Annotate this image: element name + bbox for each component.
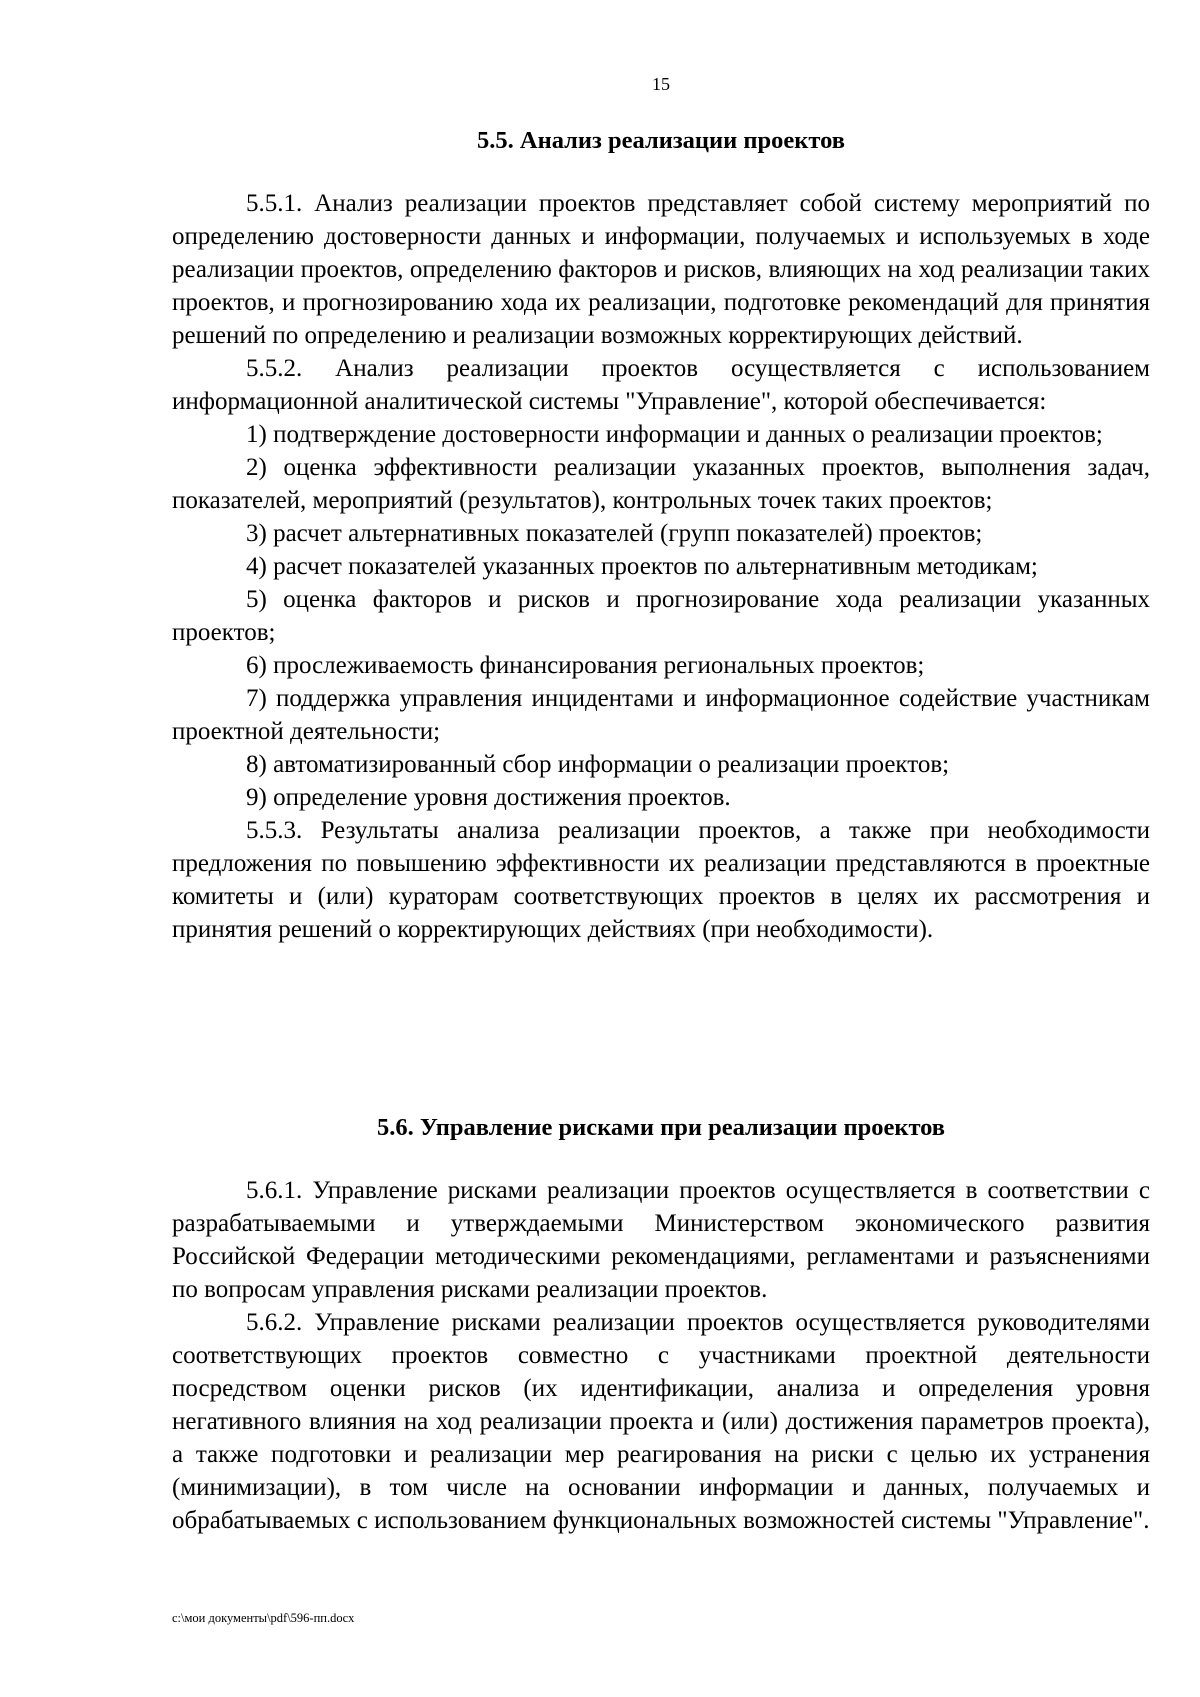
- list-item-5: 5) оценка факторов и рисков и прогнозирование хода реализации указанных проектов;: [172, 586, 1150, 646]
- section-body-5-5: [172, 187, 1150, 946]
- list-item-7: 7) поддержка управления инцидентами и информационное содействие участникам проектной деятельности;: [172, 685, 1150, 745]
- list-item-2: 2) оценка эффективности реализации указанных проектов, выполнения задач, показателей, мероприятий (результатов), контрольных точек таких проектов;: [172, 454, 1150, 514]
- list-item-4: 4) расчет показателей указанных проектов по альтернативным методикам;: [246, 553, 1038, 580]
- footer-file-path: c:\мои документы\pdf\596-пп.docx: [172, 1611, 355, 1625]
- list-item-1: 1) подтверждение достоверности информации и данных о реализации проектов;: [246, 421, 1103, 448]
- paragraph-5-5-1: 5.5.1. Анализ реализации проектов представляет собой систему мероприятий по определению достоверности данных и информации, получаемых и используемых в ходе реализации проектов, определению факторов и рисков, влияющих на ход реализации таких проектов, и прогнозированию хода их реализации, подготовке рекомендаций для принятия решений по определению и реализации возможных корректирующих действий.: [172, 190, 1150, 349]
- list-item-6: 6) прослеживаемость финансирования региональных проектов;: [246, 652, 925, 679]
- paragraph-5-6-1: 5.6.1. Управление рисками реализации проектов осуществляется в соответствии с разрабатываемыми и утверждаемыми Министерством экономического развития Российской Федерации методическими рекомендациями, регламентами и разъяснениями по вопросам управления рисками реализации проектов.: [172, 1177, 1150, 1303]
- section-body-5-6: [172, 1174, 1150, 1537]
- section-heading-5-6: 5.6. Управление рисками при реализации проектов: [376, 1114, 946, 1141]
- paragraph-5-5-2: 5.5.2. Анализ реализации проектов осуществляется с использованием информационной аналитической системы "Управление", которой обеспечивается:: [172, 355, 1150, 415]
- paragraph-5-5-3: 5.5.3. Результаты анализа реализации проектов, а также при необходимости предложения по повышению эффективности их реализации представляются в проектные комитеты и (или) кураторам соответствующих проектов в целях их рассмотрения и принятия решений о корректирующих действиях (при необходимости).: [172, 817, 1150, 943]
- list-item-8: 8) автоматизированный сбор информации о реализации проектов;: [246, 751, 950, 778]
- list-item-3: 3) расчет альтернативных показателей (групп показателей) проектов;: [246, 520, 983, 547]
- paragraph-5-6-2: 5.6.2. Управление рисками реализации проектов осуществляется руководителями соответствующих проектов совместно с участниками проектной деятельности посредством оценки рисков (их идентификации, анализа и определения уровня негативного влияния на ход реализации проекта и (или) достижения параметров проекта), а также подготовки и реализации мер реагирования на риски с целью их устранения (минимизации), в том числе на основании информации и данных, получаемых и обрабатываемых с использованием функциональных возможностей системы "Управление".: [172, 1309, 1150, 1534]
- list-item-9: 9) определение уровня достижения проектов.: [246, 784, 731, 811]
- section-heading-5-5: 5.5. Анализ реализации проектов: [477, 127, 845, 154]
- page-number: 15: [652, 74, 670, 94]
